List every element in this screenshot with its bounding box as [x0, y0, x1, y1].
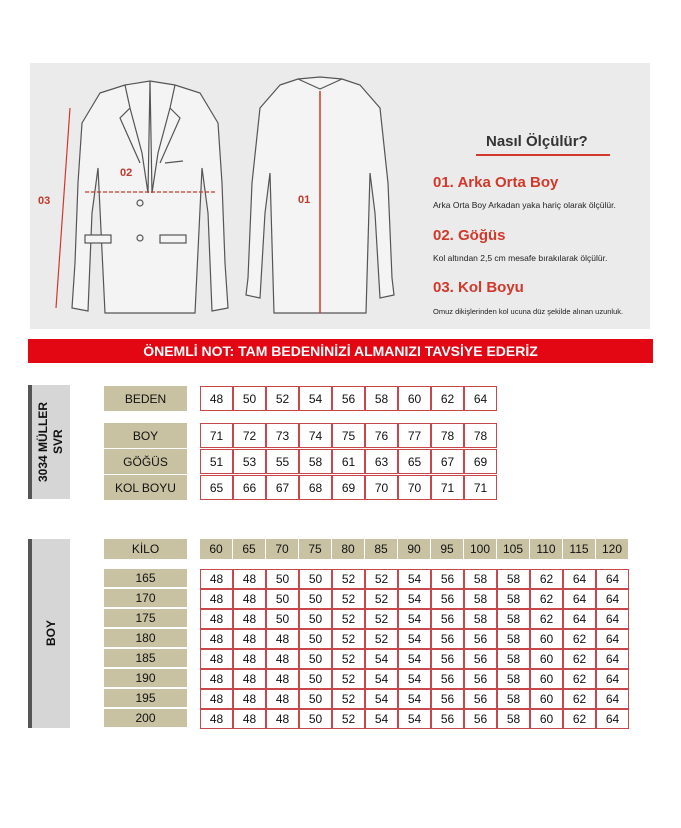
- height-row-label: 180: [104, 629, 187, 647]
- fit-size-cell: 64: [596, 669, 629, 689]
- fit-size-cell: 56: [464, 649, 497, 669]
- fit-size-cell: 58: [464, 609, 497, 629]
- title-underline: [476, 154, 610, 156]
- fit-size-cell: 48: [233, 649, 266, 669]
- size-header-cell: 52: [266, 386, 299, 411]
- fit-size-cell: 56: [431, 609, 464, 629]
- measurement-cell: 53: [233, 449, 266, 474]
- fit-size-cell: 52: [332, 629, 365, 649]
- fit-size-cell: 54: [398, 709, 431, 729]
- fit-size-cell: 56: [431, 689, 464, 709]
- fit-size-cell: 58: [497, 649, 530, 669]
- fit-size-cell: 64: [596, 709, 629, 729]
- fit-size-cell: 56: [431, 569, 464, 589]
- marker-02: 02: [120, 167, 133, 179]
- measurement-guide-image: [30, 63, 650, 329]
- fit-size-cell: 58: [497, 689, 530, 709]
- height-row-label: 195: [104, 689, 187, 707]
- fit-size-cell: 52: [332, 709, 365, 729]
- fit-size-cell: 60: [530, 709, 563, 729]
- fit-size-cell: 58: [497, 709, 530, 729]
- fit-size-cell: 50: [266, 589, 299, 609]
- weight-header-cell: 90: [398, 539, 430, 559]
- fit-size-cell: 52: [365, 609, 398, 629]
- fit-size-cell: 48: [200, 609, 233, 629]
- fit-size-cell: 48: [266, 649, 299, 669]
- measurement-cell: 69: [464, 449, 497, 474]
- size-header-cell: 56: [332, 386, 365, 411]
- size-header-cell: 62: [431, 386, 464, 411]
- fit-size-cell: 62: [530, 569, 563, 589]
- fit-size-cell: 54: [398, 609, 431, 629]
- measurement-row-label: BOY: [104, 423, 187, 448]
- model-code-label: SVR: [51, 429, 65, 455]
- size-header-cell: 50: [233, 386, 266, 411]
- fit-size-cell: 64: [563, 569, 596, 589]
- measurement-cell: 67: [431, 449, 464, 474]
- size-header-label: BEDEN: [104, 386, 187, 411]
- measurement-cell: 65: [200, 475, 233, 500]
- fit-size-cell: 48: [233, 589, 266, 609]
- fit-size-cell: 50: [266, 609, 299, 629]
- fit-size-cell: 62: [563, 669, 596, 689]
- fit-size-cell: 58: [497, 569, 530, 589]
- fit-size-cell: 56: [431, 709, 464, 729]
- fit-size-cell: 50: [299, 569, 332, 589]
- measurement-cell: 77: [398, 423, 431, 448]
- fit-size-cell: 56: [464, 669, 497, 689]
- jacket-illustration: [30, 63, 650, 329]
- fit-size-cell: 50: [266, 569, 299, 589]
- size-header-cell: 64: [464, 386, 497, 411]
- fit-size-cell: 64: [596, 689, 629, 709]
- fit-size-cell: 52: [332, 609, 365, 629]
- fit-size-cell: 48: [200, 709, 233, 729]
- measurement-cell: 71: [200, 423, 233, 448]
- size-header-cell: 58: [365, 386, 398, 411]
- fit-size-cell: 64: [596, 629, 629, 649]
- measurement-row-label: GÖĞÜS: [104, 449, 187, 474]
- fit-size-cell: 52: [365, 589, 398, 609]
- fit-size-cell: 64: [563, 589, 596, 609]
- measurement-cell: 76: [365, 423, 398, 448]
- step-3-heading: 03. Kol Boyu: [433, 279, 524, 296]
- front-jacket-drawing: [72, 81, 228, 313]
- measurement-cell: 51: [200, 449, 233, 474]
- fit-size-cell: 62: [563, 629, 596, 649]
- measurement-cell: 55: [266, 449, 299, 474]
- fit-size-cell: 48: [233, 709, 266, 729]
- measurement-cell: 68: [299, 475, 332, 500]
- size-table-side-label: [28, 385, 70, 499]
- weight-header-cell: 100: [464, 539, 496, 559]
- fit-size-cell: 56: [431, 649, 464, 669]
- fit-size-cell: 52: [332, 569, 365, 589]
- fit-size-cell: 62: [563, 649, 596, 669]
- measurement-row-label: KOL BOYU: [104, 475, 187, 500]
- fit-size-cell: 48: [200, 629, 233, 649]
- height-row-label: 175: [104, 609, 187, 627]
- weight-header-cell: 95: [431, 539, 463, 559]
- fit-size-cell: 64: [596, 609, 629, 629]
- fit-size-cell: 58: [497, 609, 530, 629]
- step-2-heading: 02. Göğüs: [433, 227, 506, 244]
- weight-header-cell: 70: [266, 539, 298, 559]
- fit-size-cell: 48: [266, 669, 299, 689]
- fit-table-side-label: [28, 539, 70, 728]
- fit-size-cell: 52: [332, 649, 365, 669]
- fit-size-cell: 48: [233, 629, 266, 649]
- marker-01: 01: [298, 194, 311, 206]
- measurement-cell: 72: [233, 423, 266, 448]
- fit-size-cell: 54: [398, 689, 431, 709]
- height-row-label: 185: [104, 649, 187, 667]
- fit-size-cell: 64: [596, 649, 629, 669]
- measurement-cell: 70: [365, 475, 398, 500]
- measurement-cell: 63: [365, 449, 398, 474]
- important-notice-banner: ÖNEMLİ NOT: TAM BEDENİNİZİ ALMANIZI TAVSİYE EDERİZ: [28, 339, 653, 363]
- fit-size-cell: 62: [563, 709, 596, 729]
- fit-size-cell: 50: [299, 589, 332, 609]
- size-header-cell: 60: [398, 386, 431, 411]
- height-row-label: 170: [104, 589, 187, 607]
- fit-size-cell: 56: [431, 629, 464, 649]
- fit-size-cell: 50: [299, 649, 332, 669]
- fit-size-cell: 48: [200, 569, 233, 589]
- fit-size-cell: 60: [530, 649, 563, 669]
- fit-size-cell: 54: [398, 589, 431, 609]
- fit-size-cell: 52: [332, 689, 365, 709]
- height-row-label: 200: [104, 709, 187, 727]
- measurement-cell: 71: [464, 475, 497, 500]
- fit-size-cell: 58: [464, 589, 497, 609]
- marker-03: 03: [38, 195, 51, 207]
- fit-size-cell: 48: [200, 649, 233, 669]
- measurement-cell: 73: [266, 423, 299, 448]
- weight-header-label: KİLO: [104, 539, 187, 559]
- fit-size-cell: 56: [431, 669, 464, 689]
- fit-size-cell: 48: [233, 669, 266, 689]
- fit-size-cell: 50: [299, 669, 332, 689]
- measurement-cell: 65: [398, 449, 431, 474]
- fit-size-cell: 54: [365, 689, 398, 709]
- fit-size-cell: 54: [398, 629, 431, 649]
- fit-size-cell: 56: [464, 709, 497, 729]
- fit-size-cell: 54: [398, 649, 431, 669]
- fit-size-cell: 48: [266, 709, 299, 729]
- weight-header-cell: 110: [530, 539, 562, 559]
- fit-size-cell: 54: [365, 649, 398, 669]
- fit-size-cell: 48: [266, 689, 299, 709]
- measurement-cell: 74: [299, 423, 332, 448]
- fit-size-cell: 50: [299, 709, 332, 729]
- measurement-cell: 75: [332, 423, 365, 448]
- fit-size-cell: 48: [200, 689, 233, 709]
- measurement-cell: 69: [332, 475, 365, 500]
- fit-size-cell: 52: [332, 669, 365, 689]
- fit-size-cell: 56: [464, 689, 497, 709]
- fit-size-cell: 64: [563, 609, 596, 629]
- fit-size-cell: 62: [530, 589, 563, 609]
- weight-header-cell: 60: [200, 539, 232, 559]
- fit-size-cell: 48: [266, 629, 299, 649]
- measurement-cell: 58: [299, 449, 332, 474]
- height-axis-label: BOY: [43, 620, 58, 647]
- fit-size-cell: 64: [596, 569, 629, 589]
- step-3-text: Omuz dikişlerinden kol ucuna düz şekilde alınan uzunluk.: [433, 307, 624, 316]
- fit-size-cell: 48: [233, 609, 266, 629]
- fit-size-cell: 52: [365, 629, 398, 649]
- fit-size-cell: 62: [563, 689, 596, 709]
- fit-size-cell: 56: [464, 629, 497, 649]
- weight-header-cell: 65: [233, 539, 265, 559]
- measurement-cell: 78: [464, 423, 497, 448]
- step-1-heading: 01. Arka Orta Boy: [433, 174, 559, 191]
- height-row-label: 165: [104, 569, 187, 587]
- size-header-cell: 54: [299, 386, 332, 411]
- fit-size-cell: 64: [596, 589, 629, 609]
- fit-size-cell: 50: [299, 689, 332, 709]
- fit-size-cell: 48: [200, 669, 233, 689]
- weight-header-cell: 85: [365, 539, 397, 559]
- weight-header-cell: 115: [563, 539, 595, 559]
- step-1-text: Arka Orta Boy Arkadan yaka hariç olarak ölçülür.: [433, 200, 616, 210]
- fit-size-cell: 60: [530, 669, 563, 689]
- measurement-cell: 61: [332, 449, 365, 474]
- fit-size-cell: 58: [497, 629, 530, 649]
- fit-size-cell: 60: [530, 689, 563, 709]
- measurement-cell: 71: [431, 475, 464, 500]
- size-header-cell: 48: [200, 386, 233, 411]
- weight-header-cell: 75: [299, 539, 331, 559]
- fit-size-cell: 54: [365, 709, 398, 729]
- measurement-cell: 78: [431, 423, 464, 448]
- fit-size-cell: 48: [233, 689, 266, 709]
- fit-size-cell: 58: [464, 569, 497, 589]
- fit-size-cell: 54: [398, 669, 431, 689]
- fit-size-cell: 48: [200, 589, 233, 609]
- measurement-cell: 70: [398, 475, 431, 500]
- fit-size-cell: 60: [530, 629, 563, 649]
- fit-size-cell: 50: [299, 629, 332, 649]
- weight-header-cell: 105: [497, 539, 529, 559]
- weight-header-cell: 80: [332, 539, 364, 559]
- fit-size-cell: 52: [365, 569, 398, 589]
- how-to-measure-title: Nasıl Ölçülür?: [486, 133, 588, 150]
- measurement-cell: 66: [233, 475, 266, 500]
- fit-size-cell: 58: [497, 669, 530, 689]
- step-2-text: Kol altından 2,5 cm mesafe bırakılarak ölçülür.: [433, 253, 608, 263]
- height-row-label: 190: [104, 669, 187, 687]
- fit-size-cell: 48: [233, 569, 266, 589]
- fit-size-cell: 52: [332, 589, 365, 609]
- measurement-cell: 67: [266, 475, 299, 500]
- weight-header-cell: 120: [596, 539, 628, 559]
- fit-size-cell: 56: [431, 589, 464, 609]
- fit-size-cell: 62: [530, 609, 563, 629]
- fit-size-cell: 54: [365, 669, 398, 689]
- fit-size-cell: 54: [398, 569, 431, 589]
- fit-size-cell: 58: [497, 589, 530, 609]
- fit-size-cell: 50: [299, 609, 332, 629]
- model-name-label: 3034 MÜLLER: [36, 401, 50, 483]
